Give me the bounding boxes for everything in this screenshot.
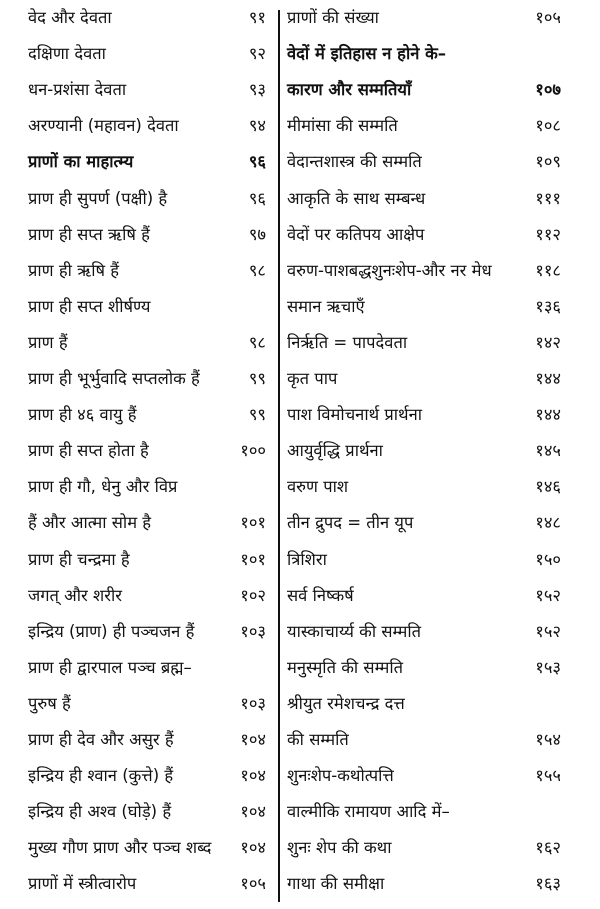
toc-entry-title: प्राण हैं: [28, 332, 68, 352]
toc-entry-page: १०४: [240, 802, 266, 822]
toc-entry: [28, 722, 266, 758]
toc-entry-page: १६२: [535, 838, 561, 858]
toc-entry-title: प्राण ही द्वारपाल पञ्च ब्रह्म–: [28, 657, 192, 677]
toc-entry-title: यास्काचार्य्य की सम्मति: [287, 621, 422, 641]
toc-entry-title: प्राण ही चन्द्रमा है: [28, 549, 130, 569]
toc-entry-page: ९८: [248, 260, 266, 280]
toc-entry-title: आकृति के साथ सम्बन्ध: [287, 188, 426, 208]
toc-entry: [287, 505, 561, 541]
toc-entry: [287, 758, 561, 794]
toc-entry-title: की सम्मति: [287, 730, 349, 749]
toc-entry-title: अरण्यानी (महावन) देवता: [28, 116, 179, 136]
toc-entry-title: प्राण ही सप्त ऋषि हैं: [28, 224, 150, 244]
toc-entry-page: १११: [535, 188, 561, 208]
toc-entry: [287, 469, 561, 505]
toc-entry: [28, 866, 266, 902]
toc-entry-page: १०५: [535, 8, 561, 27]
toc-entry: [287, 830, 561, 866]
toc-entry: [28, 650, 266, 686]
toc-entry-title: प्राणों का माहात्म्य: [28, 152, 134, 172]
toc-entry-page: १४४: [535, 369, 561, 388]
toc-entry: [287, 397, 561, 433]
toc-entry-page: १५४: [535, 730, 561, 749]
toc-entry-title: प्राण ही ४६ वायु हैं: [28, 405, 137, 425]
toc-entry-title: प्राण ही भूर्भुवादि सप्तलोक हैं: [28, 369, 200, 388]
toc-entry-title: पाश विमोचनार्थ प्रार्थना: [287, 405, 423, 425]
toc-entry-title: प्राण ही सुपर्ण (पक्षी) है: [28, 188, 168, 208]
toc-entry: [287, 325, 561, 361]
toc-entry-page: १५५: [535, 766, 561, 786]
toc-entry-page: १५२: [535, 585, 561, 605]
toc-entry-page: ९९: [248, 369, 266, 388]
toc-entry: [287, 108, 561, 144]
toc-entry: [287, 542, 561, 578]
toc-entry-title: तीन द्रुपद = तीन यूप: [287, 513, 414, 533]
toc-entry: [287, 72, 561, 108]
toc-entry-title: निर्ऋति = पापदेवता: [287, 332, 408, 352]
toc-entry-title: प्राण ही ऋषि हैं: [28, 260, 120, 280]
toc-entry-page: १०४: [240, 730, 266, 749]
toc-entry-title: वरुण पाश: [287, 477, 349, 497]
toc-entry-page: १४५: [535, 441, 561, 461]
toc-entry: [287, 722, 561, 758]
toc-entry: [287, 614, 561, 650]
toc-entry-title: इन्द्रिय ही अश्व (घोड़े) हैं: [28, 802, 172, 822]
toc-entry-title: वेदों पर कतिपय आक्षेप: [287, 224, 425, 244]
toc-entry: [28, 289, 266, 325]
toc-entry-title: दक्षिणा देवता: [28, 44, 106, 64]
toc-entry: [287, 578, 561, 614]
toc-entry-title: समान ऋचाएँ: [287, 296, 365, 316]
toc-entry-page: १५०: [535, 549, 561, 569]
toc-entry-page: १०४: [240, 766, 266, 786]
toc-entry-page: १४६: [535, 477, 561, 497]
toc-entry-page: ९६: [248, 188, 266, 208]
toc-entry-title: प्राण ही सप्त होता है: [28, 441, 149, 461]
toc-entry-title: कृत पाप: [287, 369, 338, 388]
toc-entry-title: प्राणों की संख्या: [287, 8, 379, 27]
toc-entry-page: १०३: [240, 621, 266, 641]
toc-entry-page: १०७: [535, 80, 561, 100]
toc-entry-page: ९६: [248, 152, 266, 172]
toc-entry-title: श्रीयुत रमेशचन्द्र दत्त: [287, 693, 405, 713]
toc-entry-title: वेदों में इतिहास न होने के–: [287, 44, 447, 64]
toc-entry-title: प्राण ही सप्त शीर्षण्य: [28, 296, 151, 316]
column-divider: [278, 10, 280, 902]
toc-entry-page: १४८: [535, 513, 561, 533]
toc-entry-title: हैं और आत्मा सोम है: [28, 513, 152, 533]
toc-entry-title: धन-प्रशंसा देवता: [28, 80, 127, 100]
toc-entry-title: वरुण-पाशबद्धशुनःशेप-और नर मेध: [287, 260, 492, 280]
toc-entry-page: १०२: [240, 585, 266, 605]
toc-entry-title: प्राणों में स्त्रीत्वारोप: [28, 874, 137, 894]
toc-entry: [28, 542, 266, 578]
toc-entry: [28, 217, 266, 253]
toc-entry-page: ११२: [535, 224, 561, 244]
toc-entry-page: १६३: [535, 874, 561, 894]
toc-entry: [287, 0, 561, 36]
toc-entry: [287, 794, 561, 830]
toc-entry: [28, 758, 266, 794]
toc-entry: [287, 650, 561, 686]
toc-entry: [28, 433, 266, 469]
toc-entry-title: वेदान्तशास्त्र की सम्मति: [287, 152, 422, 172]
toc-entry: [28, 72, 266, 108]
toc-entry-title: पुरुष हैं: [28, 693, 71, 713]
toc-entry: [287, 144, 561, 180]
toc-entry-page: १०३: [240, 693, 266, 713]
toc-entry-title: शुनःशेप-कथोत्पत्ति: [287, 766, 394, 786]
toc-entry: [28, 578, 266, 614]
toc-entry-page: ९३: [248, 80, 266, 100]
toc-entry: [287, 217, 561, 253]
toc-entry-title: प्राण ही गौ, धेनु और विप्र: [28, 477, 178, 497]
toc-entry: [28, 0, 266, 36]
toc-entry: [28, 794, 266, 830]
toc-entry-title: मनुस्मृति की सम्मति: [287, 657, 404, 677]
toc-entry: [287, 433, 561, 469]
toc-entry-page: १५२: [535, 621, 561, 641]
toc-entry-title: कारण और सम्मतियाँ: [287, 80, 412, 100]
toc-entry-title: त्रिशिरा: [287, 549, 327, 569]
toc-entry-page: १४२: [535, 332, 561, 352]
toc-entry-title: आयुर्वृद्धि प्रार्थना: [287, 441, 383, 461]
toc-entry-page: १०८: [535, 116, 561, 136]
toc-entry-page: ९२: [248, 44, 266, 64]
toc-entry: [28, 108, 266, 144]
toc-entry-title: वाल्मीकि रामायण आदि में–: [287, 802, 450, 822]
toc-entry-page: १००: [240, 441, 266, 461]
toc-entry: [28, 469, 266, 505]
toc-entry-page: १५३: [535, 657, 561, 677]
toc-entry: [28, 397, 266, 433]
toc-entry-page: १०४: [240, 838, 266, 858]
toc-entry-page: ९४: [248, 116, 266, 136]
toc-entry-title: वेद और देवता: [28, 8, 112, 27]
toc-entry-page: ९९: [248, 405, 266, 425]
toc-entry: [287, 866, 561, 902]
toc-entry-page: १३६: [535, 296, 561, 316]
toc-entry-page: ११८: [535, 260, 561, 280]
toc-entry-page: १०१: [240, 513, 266, 533]
toc-entry: [287, 686, 561, 722]
toc-entry: [28, 614, 266, 650]
toc-entry-page: १०१: [240, 549, 266, 569]
toc-entry: [287, 253, 561, 289]
toc-entry-page: १०९: [535, 152, 561, 172]
toc-entry-title: शुनः शेप की कथा: [287, 838, 392, 858]
toc-entry-title: गाथा की समीक्षा: [287, 874, 385, 894]
toc-entry-title: जगत् और शरीर: [28, 585, 123, 605]
toc-entry: [287, 361, 561, 397]
toc-entry: [28, 686, 266, 722]
toc-entry: [28, 144, 266, 180]
toc-entry: [287, 36, 561, 72]
toc-entry-page: १०५: [240, 874, 266, 894]
toc-entry-title: मुख्य गौण प्राण और पञ्च शब्द: [28, 838, 212, 858]
toc-entry: [28, 325, 266, 361]
toc-entry: [28, 361, 266, 397]
toc-entry: [287, 289, 561, 325]
toc-entry: [28, 253, 266, 289]
toc-entry-title: प्राण ही देव और असुर हैं: [28, 730, 174, 749]
toc-entry: [287, 181, 561, 217]
toc-entry-title: इन्द्रिय (प्राण) ही पञ्चजन हैं: [28, 621, 195, 641]
toc-entry: [28, 36, 266, 72]
toc-entry-page: ९७: [248, 224, 266, 244]
toc-entry: [28, 505, 266, 541]
toc-entry: [28, 830, 266, 866]
toc-entry-page: ९८: [248, 332, 266, 352]
toc-entry-page: ९१: [248, 8, 266, 27]
toc-entry-page: १४४: [535, 405, 561, 425]
toc-entry-title: इन्द्रिय ही श्वान (कुत्ते) हैं: [28, 766, 174, 786]
toc-entry: [28, 181, 266, 217]
toc-entry-title: सर्व निष्कर्ष: [287, 585, 354, 605]
toc-entry-title: मीमांसा की सम्मति: [287, 116, 398, 136]
